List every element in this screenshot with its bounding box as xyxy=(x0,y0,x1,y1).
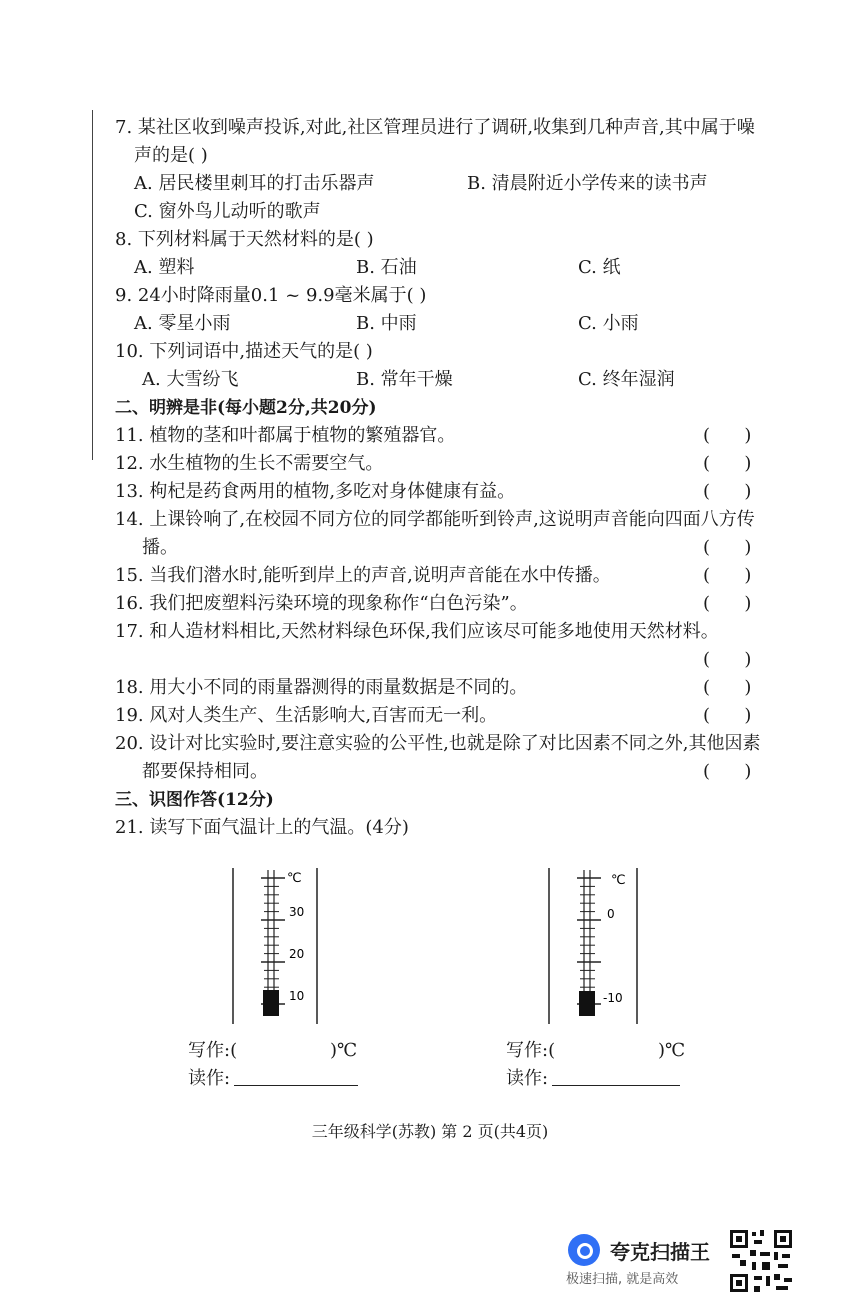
q8-option-a: A. 塑料 xyxy=(134,257,195,278)
left-write-unit: )℃ xyxy=(330,1040,358,1061)
q9-option-a: A. 零星小雨 xyxy=(134,313,231,334)
thermometer-left-liquid xyxy=(263,990,279,1016)
q13-answer-paren[interactable]: ( ) xyxy=(703,481,752,502)
thermometer-right xyxy=(545,866,655,1026)
thermometer-right-tick-0: 0 xyxy=(607,907,615,921)
q12-answer-paren[interactable]: ( ) xyxy=(703,453,752,474)
q9-stem: 9. 24小时降雨量0.1 ~ 9.9毫米属于( ) xyxy=(115,285,427,306)
q20-line2: 都要保持相同。 xyxy=(142,761,268,782)
thermometer-left-tick-30: 30 xyxy=(289,905,305,919)
page-footer: 三年级科学(苏教) 第 2 页(共4页) xyxy=(311,1122,549,1141)
q14-line2: 播。 xyxy=(142,537,178,558)
q8-option-c: C. 纸 xyxy=(578,257,621,278)
q18-answer-paren[interactable]: ( ) xyxy=(703,677,752,698)
thermometer-left-tick-20: 20 xyxy=(289,947,305,961)
thermometer-right-tick-minus10: -10 xyxy=(603,991,623,1005)
brand-name: 夸克扫描王 xyxy=(610,1240,710,1264)
q15-text: 15. 当我们潜水时,能听到岸上的声音,说明声音能在水中传播。 xyxy=(115,565,611,586)
brand-logo-icon xyxy=(568,1234,600,1266)
q10-stem: 10. 下列词语中,描述天气的是( ) xyxy=(115,341,373,362)
section2-title: 二、明辨是非(每小题2分,共20分) xyxy=(115,398,377,418)
q11-answer-paren[interactable]: ( ) xyxy=(703,425,752,446)
binding-margin-rule xyxy=(92,110,93,460)
thermometer-right-liquid xyxy=(579,991,595,1016)
brand-slogan: 极速扫描, 就是高效 xyxy=(566,1272,679,1287)
q16-text: 16. 我们把废塑料污染环境的现象称作“白色污染”。 xyxy=(115,593,528,614)
qr-code-icon xyxy=(728,1228,794,1294)
q17-text: 17. 和人造材料相比,天然材料绿色环保,我们应该尽可能多地使用天然材料。 xyxy=(115,621,719,642)
q20-line1: 20. 设计对比实验时,要注意实验的公平性,也就是除了对比因素不同之外,其他因素 xyxy=(115,733,761,754)
q8-stem: 8. 下列材料属于天然材料的是( ) xyxy=(115,229,374,250)
q7-line2: 声的是( ) xyxy=(134,145,208,166)
thermometer-left xyxy=(225,866,335,1026)
left-read-label: 读作: xyxy=(188,1068,231,1089)
q8-option-b: B. 石油 xyxy=(356,257,417,278)
thermometer-left-tick-10: 10 xyxy=(289,989,305,1003)
left-write-label: 写作:( xyxy=(188,1040,238,1061)
q10-option-c: C. 终年湿润 xyxy=(578,369,675,390)
q7-option-c: C. 窗外鸟儿动听的歌声 xyxy=(134,201,321,222)
q10-option-a: A. 大雪纷飞 xyxy=(142,369,239,390)
q9-option-b: B. 中雨 xyxy=(356,313,417,334)
q19-text: 19. 风对人类生产、生活影响大,百害而无一利。 xyxy=(115,705,498,726)
right-read-label: 读作: xyxy=(506,1068,549,1089)
q14-line1: 14. 上课铃响了,在校园不同方位的同学都能听到铃声,这说明声音能向四面八方传 xyxy=(115,509,755,530)
q21-stem: 21. 读写下面气温计上的气温。(4分) xyxy=(115,817,409,838)
scanner-watermark xyxy=(566,1230,736,1290)
left-read-blank[interactable] xyxy=(234,1085,358,1086)
q12-text: 12. 水生植物的生长不需要空气。 xyxy=(115,453,384,474)
q20-answer-paren[interactable]: ( ) xyxy=(703,761,752,782)
q16-answer-paren[interactable]: ( ) xyxy=(703,593,752,614)
q13-text: 13. 枸杞是药食两用的植物,多吃对身体健康有益。 xyxy=(115,481,516,502)
q11-text: 11. 植物的茎和叶都属于植物的繁殖器官。 xyxy=(115,425,456,446)
right-write-label: 写作:( xyxy=(506,1040,556,1061)
q14-answer-paren[interactable]: ( ) xyxy=(703,537,752,558)
section3-title: 三、识图作答(12分) xyxy=(115,790,274,810)
q18-text: 18. 用大小不同的雨量器测得的雨量数据是不同的。 xyxy=(115,677,528,698)
q15-answer-paren[interactable]: ( ) xyxy=(703,565,752,586)
right-write-unit: )℃ xyxy=(658,1040,686,1061)
q7-line1: 7. 某社区收到噪声投诉,对此,社区管理员进行了调研,收集到几种声音,其中属于噪 xyxy=(115,117,755,138)
thermometer-right-unit: ℃ xyxy=(611,873,626,888)
right-read-blank[interactable] xyxy=(552,1085,680,1086)
q10-option-b: B. 常年干燥 xyxy=(356,369,453,390)
q17-answer-paren[interactable]: ( ) xyxy=(703,649,752,670)
thermometer-left-unit: ℃ xyxy=(287,871,302,886)
q9-option-c: C. 小雨 xyxy=(578,313,639,334)
q7-option-b: B. 清晨附近小学传来的读书声 xyxy=(467,173,708,194)
q7-option-a: A. 居民楼里刺耳的打击乐器声 xyxy=(134,173,375,194)
q19-answer-paren[interactable]: ( ) xyxy=(703,705,752,726)
